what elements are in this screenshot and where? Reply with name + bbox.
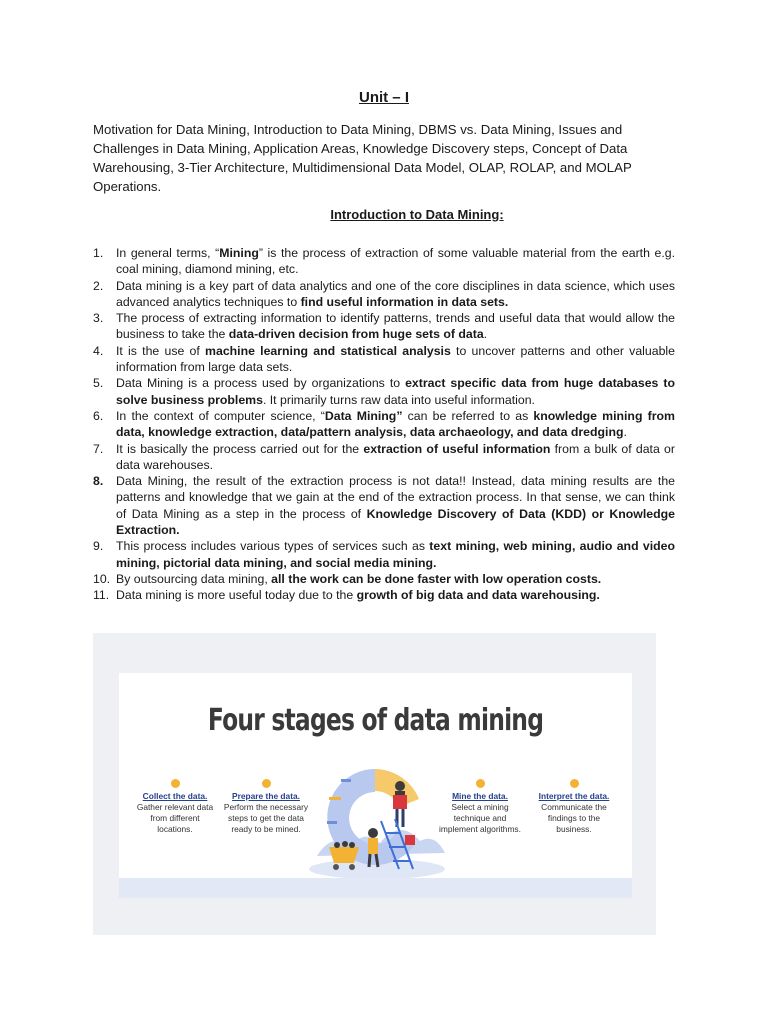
point-text-run: growth of big data and data warehousing. <box>356 588 600 603</box>
point-text-run: text mining, web mining, audio and video mining, pictorial data mining, and social media mining. <box>116 539 675 570</box>
point-text-run: In the context of computer science, “ <box>116 408 325 423</box>
stage-title: Interpret the data. <box>538 791 610 801</box>
stage-badge-icon <box>262 779 271 788</box>
point-text-run: This process includes various types of services such as <box>116 539 430 554</box>
point-text-run: It is basically the process carried out for the <box>116 441 364 456</box>
stage-description: Gather relevant data from different locations. <box>136 802 214 834</box>
point-text-run: machine learning and statistical analysis <box>205 343 451 358</box>
point-number: 7. <box>93 441 104 456</box>
data-mining-illustration <box>307 761 447 881</box>
point-text-run: can be referred to as <box>402 408 534 423</box>
stage-badge-icon <box>476 779 485 788</box>
point-text-run: In general terms, “ <box>116 246 220 260</box>
point-item <box>93 343 675 376</box>
point-item <box>93 441 675 474</box>
point-text-run: find useful information in data sets. <box>300 294 509 309</box>
stage-interpret <box>531 779 617 835</box>
infographic-heading: Four stages of data mining <box>207 703 544 738</box>
point-item <box>93 408 675 441</box>
point-item <box>93 278 675 311</box>
stage-mine <box>437 779 523 835</box>
point-item <box>93 538 675 571</box>
point-text-run: Data mining is a key part of data analytics and one of the core disciplines in data science, which uses advanced analytics techniques to <box>116 278 675 309</box>
point-number: 6. <box>93 408 104 423</box>
stage-description: Communicate the findings to the business. <box>541 802 607 834</box>
point-text-run: Data Mining” <box>324 408 403 423</box>
stage-prepare <box>223 779 309 835</box>
point-text-run: extract specific data from huge databases to solve business problems <box>116 376 675 407</box>
point-item <box>93 473 675 538</box>
section-title: Introduction to Data Mining: <box>330 207 504 222</box>
point-item <box>93 375 675 408</box>
point-text-run: Data Mining, the result of the extraction process is not data!! Instead, data mining results are the patterns and knowledge that we gain at the end of the extraction process. In that sense, we can think of Data Mining as a step in the process of <box>116 474 675 521</box>
point-text-run: knowledge mining from data, knowledge extraction, data/pattern analysis, data archaeology, and data dredging <box>116 408 675 440</box>
stage-badge-icon <box>570 779 579 788</box>
infographic <box>93 633 656 935</box>
point-number: 3. <box>93 311 104 326</box>
point-number: 4. <box>93 343 104 358</box>
point-number: 2. <box>93 278 104 293</box>
infographic-bottom-band <box>119 878 632 898</box>
point-text-run: Data Mining is a process used by organizations to <box>116 376 406 391</box>
point-item <box>93 587 675 603</box>
point-text-run: Data mining is more useful today due to the <box>116 588 357 603</box>
point-text-run: ” is the process of extraction of some valuable material from the earth e.g. coal mining, diamond mining, etc. <box>116 246 675 277</box>
stage-title: Mine the data. <box>452 791 508 801</box>
unit-topics: Motivation for Data Mining, Introduction to Data Mining, DBMS vs. Data Mining, Issues and Challenges in Data Mining, Application Areas, Knowledge Discovery steps, Concept of Data Warehousing, 3-Tier Architecture, Multidimensional Data Model, OLAP, ROLAP, and MOLAP Operations. <box>93 122 632 194</box>
stage-description: Select a mining technique and implement algorithms. <box>439 802 521 834</box>
point-text-run: Mining <box>219 246 259 260</box>
point-text-run: . <box>623 425 627 440</box>
point-text-run: . <box>483 327 488 342</box>
infographic-panel <box>119 673 632 898</box>
stage-title: Prepare the data. <box>232 791 300 801</box>
stage-description: Perform the necessary steps to get the data ready to be mined. <box>223 802 309 834</box>
point-text-run: data-driven decision from huge sets of data <box>228 327 484 342</box>
point-number: 8. <box>93 474 104 489</box>
stage-collect <box>132 779 218 835</box>
unit-title: Unit – I <box>358 89 409 106</box>
stage-title: Collect the data. <box>142 791 208 801</box>
points-list <box>93 245 675 604</box>
point-text-run: It is the use of <box>116 343 206 358</box>
point-text-run: all the work can be done faster with low operation costs. <box>271 571 602 586</box>
point-item <box>93 310 675 343</box>
point-text-run: . It primarily turns raw data into useful information. <box>262 392 535 407</box>
point-number: 1. <box>93 246 104 260</box>
point-item <box>93 245 675 278</box>
point-text-run: to uncover patterns and other valuable information from large data sets. <box>116 343 675 375</box>
point-number: 10. <box>93 571 111 586</box>
point-number: 5. <box>93 376 104 391</box>
stage-badge-icon <box>171 779 180 788</box>
point-item <box>93 571 675 587</box>
point-text-run: from a bulk of data or data warehouses. <box>116 441 675 472</box>
point-text-run: By outsourcing data mining, <box>116 571 272 586</box>
point-number: 9. <box>93 539 104 554</box>
point-number: 11. <box>93 588 110 603</box>
point-text-run: extraction of useful information <box>363 441 551 456</box>
point-text-run: Knowledge Discovery of Data (KDD) or Knowledge Extraction. <box>116 506 675 538</box>
point-text-run: The process of extracting information to identify patterns, trends and useful data that would allow the business to take the <box>116 311 675 342</box>
